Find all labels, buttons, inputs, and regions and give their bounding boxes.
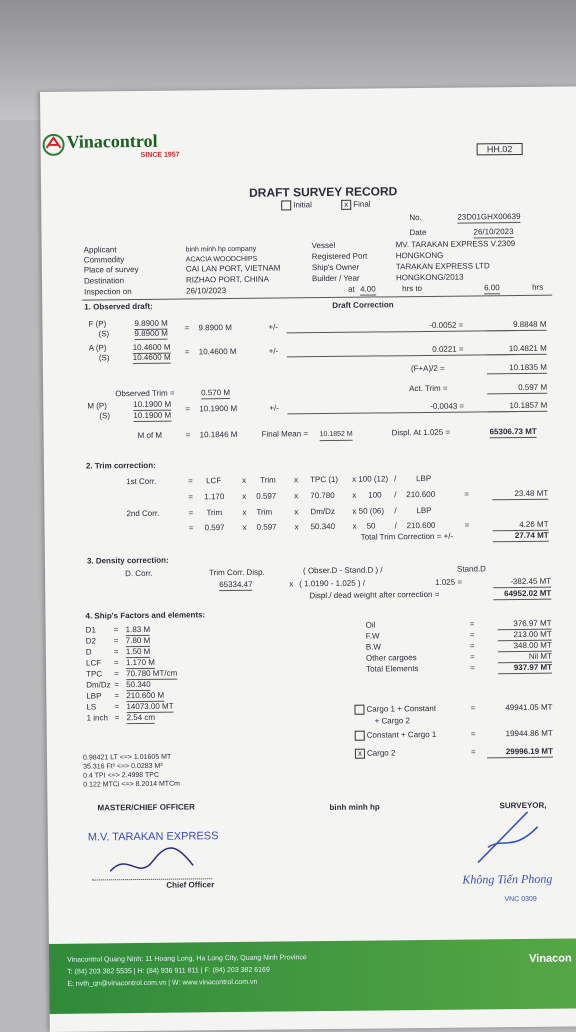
as-label: (S) xyxy=(98,353,110,363)
second-corr-result: 4.26 MT xyxy=(493,520,549,532)
dcorr-label: D. Corr. xyxy=(125,568,153,579)
eq: = xyxy=(184,347,190,357)
formula-token: 1.170 xyxy=(204,492,225,502)
formula-token: x xyxy=(294,522,299,532)
initial-checkbox: Initial xyxy=(281,200,312,210)
displ-after-value: 64952.02 MT xyxy=(493,589,551,601)
footer-email: E: nvth_qn@vinacontrol.com.vn | W: www.vinacontrol.com.vn xyxy=(67,978,258,988)
factor-label: LCF xyxy=(85,658,102,668)
formula-token: x xyxy=(352,490,357,500)
eq: = xyxy=(469,619,475,629)
builder-label: Builder / Year xyxy=(311,273,360,284)
date-value: 26/10/2023 xyxy=(473,227,514,237)
ship-factors-title: 4. Ship's Factors and elements: xyxy=(85,610,206,621)
formula-token: 0.597 xyxy=(256,522,277,532)
as-value: 10.4600 M xyxy=(132,352,171,363)
fp-label: F (P) xyxy=(88,319,107,329)
eq: = xyxy=(469,641,475,651)
formula-token: x xyxy=(242,491,247,501)
formula-token: LCF xyxy=(206,476,222,486)
cargo1-constant-checkbox: Cargo 1 + Constant xyxy=(354,704,436,715)
factor-label: 1 inch xyxy=(86,713,108,723)
surveyor-code: VNC 0309 xyxy=(504,895,537,904)
stand-value: 1.025 = xyxy=(435,577,463,587)
observed-trim-value: 0.570 M xyxy=(201,388,231,398)
formula-token: 50.340 xyxy=(310,521,336,532)
eq: = xyxy=(470,703,476,713)
eq: = xyxy=(114,691,120,701)
eq: = xyxy=(113,625,119,635)
stand-label: Stand.D xyxy=(456,564,486,574)
conversion-line: 0.122 MTCi <=> 8.2014 MTCm xyxy=(83,780,180,789)
total-trim-value: 27.74 MT xyxy=(493,531,549,543)
eq: = xyxy=(188,476,193,486)
act-trim-value: 0.597 M xyxy=(487,383,547,395)
eq: = xyxy=(188,523,194,533)
formula-token: 0.597 xyxy=(204,523,225,533)
eq: = xyxy=(113,658,119,668)
first-corr-result: 23.48 MT xyxy=(492,489,548,501)
eq: = xyxy=(114,713,120,723)
divider xyxy=(82,295,552,301)
mofm-label: M of M xyxy=(137,430,163,440)
mp-label: M (P) xyxy=(87,401,107,411)
formula-token: x xyxy=(352,521,357,531)
eq: = xyxy=(459,401,465,411)
conversion-line: 35.316 Ft³ <=> 0.0283 M³ xyxy=(83,762,163,771)
date-label: Date xyxy=(409,227,427,238)
ap-label: A (P) xyxy=(88,343,107,353)
pm: +/- xyxy=(268,346,279,356)
factor-label: D2 xyxy=(85,636,97,646)
formula-token: x xyxy=(294,491,299,501)
formula-token: Trim xyxy=(256,507,273,517)
element-value: 376.97 MT xyxy=(498,619,552,631)
element-value: 937.97 MT xyxy=(498,663,552,675)
vessel-stamp: M.V. TARAKAN EXPRESS xyxy=(87,830,219,844)
f-result: 9.8848 M xyxy=(486,320,546,332)
factor-label: D1 xyxy=(85,625,96,635)
final-checkbox: x Final xyxy=(341,200,370,210)
formula-token: 100 xyxy=(368,490,382,500)
fa2-label: (F+A)/2 = xyxy=(410,363,445,374)
brand-since: SINCE 1957 xyxy=(140,151,180,159)
factor-value: 1.50 M xyxy=(125,646,151,657)
plus-cargo2-label: + Cargo 2 xyxy=(374,716,411,726)
footer-bar xyxy=(49,938,576,1014)
factor-value: 2.54 cm xyxy=(126,712,156,723)
displ-label: Displ. At 1.025 = xyxy=(391,427,451,438)
mofm-value: 10.1846 M xyxy=(199,429,238,440)
element-label: F.W xyxy=(365,631,380,641)
eq: = xyxy=(470,747,476,757)
m-mean: 10.1900 M xyxy=(199,403,238,414)
formula-token: x 50 (06) xyxy=(352,506,385,516)
formula-token: Trim xyxy=(260,475,276,485)
vinacontrol-logo-icon xyxy=(42,134,64,156)
factor-label: LS xyxy=(86,702,97,712)
commodity-value: ACACIA WOODCHIPS xyxy=(185,255,258,264)
fa2-value: 10.1835 M xyxy=(487,363,547,375)
density-correction-title: 3. Density correction: xyxy=(86,555,169,566)
owner-label: Ship's Owner xyxy=(311,262,360,273)
cargo1-constant-value: 49941.05 MT xyxy=(505,702,553,713)
surveyor-signature xyxy=(468,807,549,868)
hrs-to-label: hrs to xyxy=(402,284,423,294)
a-corr: 0.0221 xyxy=(287,344,517,357)
f-mean: 9.8900 M xyxy=(198,323,232,333)
ms-label: (S) xyxy=(99,411,111,421)
formula-token: LBP xyxy=(416,505,432,516)
second-corr-label: 2nd Corr. xyxy=(126,508,160,519)
formula-token: Trim xyxy=(206,508,223,518)
formula-token: Dm/Dz xyxy=(310,506,335,517)
formula-token: 0.597 xyxy=(256,491,277,501)
element-label: Oil xyxy=(365,620,376,630)
formula-token: 70.780 xyxy=(310,490,335,501)
formula-token: 50 xyxy=(366,521,376,531)
draft-correction-title: Draft Correction xyxy=(332,300,394,310)
surveyor-label: SURVEYOR, xyxy=(499,800,547,811)
surveyor-name: Không Tiến Phong xyxy=(462,871,553,887)
ap-value: 10.4600 M xyxy=(132,342,171,353)
displ-after-label: Displ./ dead weight after correction = xyxy=(309,589,440,601)
pm: +/- xyxy=(268,322,279,332)
applicant-label: Applicant xyxy=(83,245,117,255)
eq: = xyxy=(188,508,194,518)
inspection-value: 26/10/2023 xyxy=(186,286,227,296)
formula-token: / xyxy=(394,474,397,484)
formula-token: = xyxy=(464,520,470,530)
element-label: Total Elements xyxy=(366,664,419,674)
factor-label: LBP xyxy=(86,691,102,701)
formula-token: x xyxy=(294,475,299,485)
no-label: No. xyxy=(409,213,422,223)
formula-token: x 100 (12) xyxy=(352,474,389,484)
conversion-line: 0.98421 LT <=> 1.01605 MT xyxy=(82,753,172,762)
survey-document xyxy=(40,86,576,1032)
f-corr: -0.0052 xyxy=(286,320,516,333)
trim-correction-title: 2. Trim correction: xyxy=(85,460,156,471)
total-trim-label: Total Trim Correction = +/- xyxy=(360,531,454,542)
factor-value: 1.170 M xyxy=(125,657,155,668)
eq: = xyxy=(470,663,475,673)
displ-value: 65306.73 MT xyxy=(489,426,537,437)
factor-label: D xyxy=(85,647,92,657)
applicant-value: binh minh hp company xyxy=(185,245,257,254)
port-value: HONGKONG xyxy=(395,250,444,261)
eq: = xyxy=(458,320,464,330)
m-result: 10.1857 M xyxy=(487,401,547,413)
destination-label: Destination xyxy=(83,276,125,286)
commodity-label: Commodity xyxy=(83,255,125,265)
document-title: DRAFT SURVEY RECORD xyxy=(248,184,398,200)
eq: = xyxy=(113,636,119,646)
final-mean-value: 10.1852 M xyxy=(320,430,353,441)
formula-token: x xyxy=(242,475,247,485)
formula-token: / xyxy=(394,490,397,500)
observed-draft-title: 1. Observed draft: xyxy=(84,301,153,312)
place-label: Place of survey xyxy=(83,264,139,275)
eq: = xyxy=(185,430,191,440)
factor-value: 70.780 MT/cm xyxy=(126,668,178,679)
eq: = xyxy=(114,680,119,690)
eq: = xyxy=(113,647,119,657)
constant-cargo1-value: 19944.86 MT xyxy=(505,728,553,739)
fs-value: 9.8900 M xyxy=(134,328,168,339)
inspection-label: Inspection on xyxy=(84,287,132,297)
vessel-label: Vessel xyxy=(311,240,336,251)
observed-trim-label: Observed Trim = xyxy=(115,388,175,399)
element-value: Nil MT xyxy=(498,652,552,664)
formula-token: = xyxy=(464,489,469,499)
cargo2-checkbox: x Cargo 2 xyxy=(355,748,396,759)
formula-token: x xyxy=(294,507,299,517)
element-value: 348.00 MT xyxy=(498,641,552,653)
density-result: -382.45 MT xyxy=(493,577,551,589)
a-mean: 10.4600 M xyxy=(198,346,237,357)
builder-value: HONGKONG/2013 xyxy=(395,272,464,283)
m-corr: -0.0043 xyxy=(287,401,517,414)
factor-value: 1.83 M xyxy=(125,624,151,635)
eq: = xyxy=(470,729,476,739)
eq: = xyxy=(188,492,193,502)
element-label: Other cargoes xyxy=(365,653,417,663)
a-result: 10.4821 M xyxy=(487,344,547,356)
formula-token: / xyxy=(394,506,397,516)
chief-officer-label: Chief Officer xyxy=(166,880,215,890)
formula-token: / xyxy=(394,521,397,531)
place-value: CAI LAN PORT, VIETNAM xyxy=(185,263,281,274)
port-label: Registered Port xyxy=(311,251,368,262)
form-code: HH.02 xyxy=(477,143,523,155)
conversion-line: 0.4 TPI <=> 2.4998 TPC xyxy=(83,771,160,780)
master-signature xyxy=(108,840,198,881)
factor-value: 7.80 M xyxy=(125,635,151,646)
formula-token: 210.600 xyxy=(406,489,436,500)
footer-phones: T: (84) 203 382 5535 | H: (84) 936 911 811 | F: (84) 203 382 6169 xyxy=(67,966,270,976)
eq: = xyxy=(469,652,475,662)
footer-address: Vinacontrol Quang Ninh: 11 Hoang Long, Ha Long City, Quang Ninh Province xyxy=(67,954,307,964)
fp-value: 9.8900 M xyxy=(134,318,168,329)
factor-value: 50.340 xyxy=(126,679,151,690)
eq: = xyxy=(458,344,464,354)
tcd-value: 65334.47 xyxy=(219,579,253,590)
element-value: 213.00 MT xyxy=(498,630,552,642)
factor-value: 14073.00 MT xyxy=(126,701,174,712)
no-value: 23D01GHX00639 xyxy=(457,211,521,222)
formula-token: x xyxy=(242,522,247,532)
constant-cargo1-checkbox: Constant + Cargo 1 xyxy=(355,730,437,741)
company-name: binh minh hp xyxy=(329,802,380,813)
hrs-value: 6.00 xyxy=(484,283,500,293)
at-label: at xyxy=(348,284,355,294)
x: x xyxy=(289,579,294,589)
formula-token: 210.600 xyxy=(406,520,436,531)
eq: = xyxy=(185,404,191,414)
final-mean-label: Final Mean = xyxy=(261,429,309,439)
element-label: B.W xyxy=(365,642,381,652)
master-label: MASTER/CHIEF OFFICER xyxy=(97,802,195,813)
vessel-value: MV. TARAKAN EXPRESS V.2309 xyxy=(395,239,516,250)
factor-label: Dm/Dz xyxy=(86,680,111,690)
eq: = xyxy=(184,323,190,333)
act-trim-label: Act. Trim = xyxy=(409,383,448,394)
brand-name: Vinacontrol xyxy=(66,130,158,152)
factor-label: TPC xyxy=(86,669,103,679)
density-formula: ( Obser.D - Stand.D ) / xyxy=(302,565,383,576)
first-corr-label: 1st Corr. xyxy=(126,476,157,487)
mp-value: 10.1900 M xyxy=(133,399,172,410)
formula-token: TPC (1) xyxy=(310,474,339,485)
destination-value: RIZHAO PORT, CHINA xyxy=(185,274,270,285)
hrs-unit: hrs xyxy=(532,282,544,292)
factor-value: 210.600 M xyxy=(126,690,165,701)
formula-token: x xyxy=(242,507,247,517)
eq: = xyxy=(114,669,119,679)
eq: = xyxy=(114,702,120,712)
at-value: 4.00 xyxy=(360,284,376,294)
formula-token: LBP xyxy=(416,473,432,484)
cargo2-value: 29996.19 MT xyxy=(487,747,553,759)
ms-value: 10.1900 M xyxy=(133,410,172,421)
tcd-label: Trim Corr. Disp. xyxy=(208,567,265,578)
density-values: ( 1.0190 - 1.025 ) / xyxy=(299,578,366,589)
pm: +/- xyxy=(269,403,279,413)
footer-brand: Vinacon xyxy=(529,952,572,965)
fs-label: (S) xyxy=(98,329,110,339)
eq: = xyxy=(469,630,475,640)
owner-value: TARAKAN EXPRESS LTD xyxy=(395,261,490,272)
